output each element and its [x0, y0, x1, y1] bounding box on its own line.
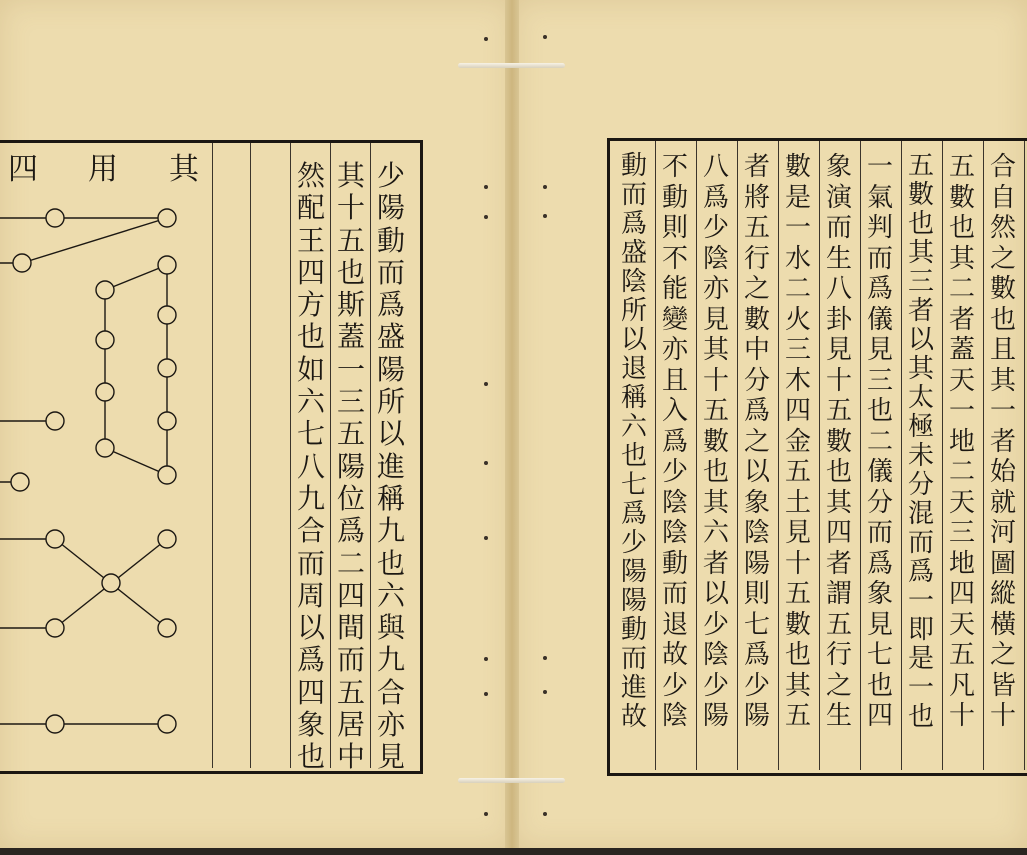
- glyph: 二: [336, 546, 365, 580]
- glyph: 是: [784, 182, 811, 213]
- glyph: 三: [907, 267, 934, 297]
- glyph: 其: [702, 487, 729, 518]
- glyph: 者: [907, 296, 934, 326]
- text-column: [333, 160, 369, 774]
- glyph: 極: [907, 412, 934, 442]
- column-rule: [212, 143, 213, 768]
- glyph: 而: [907, 528, 934, 558]
- glyph: 陽: [743, 548, 770, 579]
- glyph: 象: [866, 579, 893, 609]
- glyph: 也: [784, 640, 811, 670]
- glyph: 數: [989, 274, 1016, 304]
- glyph: 進: [376, 449, 405, 483]
- column-rule: [860, 141, 861, 770]
- glyph: 陰: [661, 518, 688, 548]
- text-column: [987, 152, 1019, 732]
- binding-hole: [484, 37, 488, 41]
- glyph: 陰: [743, 518, 770, 548]
- column-rule: [330, 143, 331, 768]
- glyph: 且: [989, 335, 1016, 365]
- glyph: 也: [825, 457, 852, 487]
- glyph: 九: [376, 514, 405, 548]
- glyph: 數: [825, 426, 852, 457]
- glyph: 陰: [620, 267, 647, 297]
- glyph: 動: [661, 182, 688, 213]
- glyph: 四: [866, 701, 893, 731]
- glyph: 也: [866, 396, 893, 426]
- column-rule: [737, 141, 738, 770]
- glyph: 少: [620, 528, 647, 558]
- glyph: 間: [336, 611, 365, 645]
- glyph: 自: [989, 182, 1016, 213]
- glyph: 混: [907, 499, 934, 529]
- column-rule: [983, 141, 984, 770]
- glyph: 少: [661, 457, 688, 487]
- glyph: 而: [866, 243, 893, 274]
- glyph: 天: [948, 609, 975, 640]
- text-column: [823, 152, 855, 732]
- glyph: 就: [989, 487, 1016, 518]
- glyph: 也: [866, 670, 893, 701]
- glyph: 變: [661, 304, 688, 335]
- glyph: 象: [296, 708, 325, 742]
- glyph: 分: [907, 470, 934, 500]
- glyph: 謂: [825, 579, 852, 609]
- glyph: 五: [784, 457, 811, 487]
- glyph: 五: [336, 417, 365, 451]
- glyph: 五: [336, 223, 365, 257]
- column-rule: [655, 141, 656, 770]
- column-rule: [696, 141, 697, 770]
- glyph: 數: [784, 609, 811, 640]
- glyph: 其: [948, 243, 975, 274]
- glyph: 者: [989, 426, 1016, 457]
- glyph: 一: [907, 673, 934, 703]
- glyph: 而: [376, 255, 405, 289]
- glyph: 之: [989, 243, 1016, 274]
- glyph: 陰: [661, 487, 688, 518]
- glyph: 與: [376, 611, 405, 645]
- glyph: 四: [784, 396, 811, 426]
- book-gutter: [505, 0, 519, 848]
- glyph: 蓋: [948, 335, 975, 365]
- glyph: 氣: [866, 182, 893, 213]
- glyph: 陽: [702, 701, 729, 731]
- glyph: 象: [825, 152, 852, 182]
- glyph: 二: [948, 274, 975, 304]
- glyph: 不: [661, 152, 688, 182]
- glyph: 八: [296, 449, 325, 483]
- glyph: 六: [620, 412, 647, 442]
- binding-hole: [484, 692, 488, 696]
- column-rule: [250, 143, 251, 768]
- glyph: 一: [907, 586, 934, 616]
- glyph: 少: [702, 670, 729, 701]
- glyph: 其: [784, 670, 811, 701]
- glyph: 數: [948, 182, 975, 213]
- glyph: 之: [989, 640, 1016, 670]
- column-rule: [901, 141, 902, 770]
- glyph: 也: [620, 441, 647, 471]
- binding-hole: [484, 382, 488, 386]
- glyph: 爲: [907, 557, 934, 587]
- glyph: 象: [743, 487, 770, 518]
- glyph: 也: [336, 255, 365, 289]
- glyph: 木: [784, 365, 811, 396]
- glyph: 數: [907, 180, 934, 210]
- glyph: 卦: [825, 304, 852, 335]
- text-column: [864, 152, 896, 732]
- glyph: 五: [784, 579, 811, 609]
- binding-hole: [543, 690, 547, 694]
- glyph: 者: [743, 152, 770, 182]
- glyph: 者: [948, 304, 975, 335]
- glyph: 少: [702, 609, 729, 640]
- glyph: 其: [989, 365, 1016, 396]
- glyph: 而: [620, 644, 647, 674]
- glyph: 動: [661, 548, 688, 579]
- glyph: 王: [296, 223, 325, 257]
- glyph: 中: [336, 740, 365, 774]
- glyph: 將: [743, 182, 770, 213]
- glyph: 生: [825, 701, 852, 731]
- glyph: 水: [784, 243, 811, 274]
- glyph: 皆: [989, 670, 1016, 701]
- glyph: 而: [825, 213, 852, 243]
- glyph: 以: [743, 457, 770, 487]
- glyph: 一: [989, 396, 1016, 426]
- glyph: 之: [825, 670, 852, 701]
- title-char-3: 四: [8, 152, 38, 187]
- glyph: 爲: [743, 396, 770, 426]
- glyph: 其: [336, 159, 365, 192]
- glyph: 四: [948, 579, 975, 609]
- glyph: 而: [336, 643, 365, 677]
- glyph: 動: [376, 223, 405, 257]
- glyph: 見: [784, 518, 811, 548]
- glyph: 二: [784, 274, 811, 304]
- glyph: 者: [702, 548, 729, 579]
- glyph: 入: [661, 396, 688, 426]
- glyph: 爲: [702, 182, 729, 213]
- glyph: 盛: [620, 238, 647, 268]
- glyph: 數: [702, 426, 729, 457]
- glyph: 亦: [376, 708, 405, 742]
- glyph: 合: [296, 514, 325, 548]
- glyph: 如: [296, 352, 325, 386]
- glyph: 數: [743, 304, 770, 335]
- glyph: 陽: [743, 701, 770, 731]
- glyph: 五: [948, 640, 975, 670]
- glyph: 爲: [376, 288, 405, 322]
- binding-hole: [484, 657, 488, 661]
- glyph: 六: [296, 385, 325, 419]
- glyph: 爲: [866, 274, 893, 304]
- text-column: [618, 152, 650, 732]
- column-rule: [370, 143, 371, 768]
- column-rule: [942, 141, 943, 770]
- glyph: 而: [661, 579, 688, 609]
- glyph: 圖: [989, 548, 1016, 579]
- glyph: 而: [296, 546, 325, 580]
- text-column: [741, 152, 773, 732]
- glyph: 橫: [989, 609, 1016, 640]
- glyph: 三: [336, 385, 365, 419]
- glyph: 之: [743, 274, 770, 304]
- glyph: 見: [866, 335, 893, 365]
- glyph: 陽: [336, 449, 365, 483]
- glyph: 爲: [661, 426, 688, 457]
- glyph: 見: [866, 609, 893, 640]
- glyph: 少: [743, 670, 770, 701]
- column-rule: [290, 143, 291, 768]
- glyph: 三: [866, 365, 893, 396]
- glyph: 其: [907, 238, 934, 268]
- glyph: 陽: [376, 352, 405, 386]
- glyph: 陽: [620, 557, 647, 587]
- glyph: 退: [620, 354, 647, 384]
- glyph: 故: [620, 702, 647, 732]
- binding-hole: [484, 536, 488, 540]
- glyph: 稱: [620, 383, 647, 413]
- glyph: 以: [296, 611, 325, 645]
- glyph: 四: [336, 578, 365, 612]
- glyph: 不: [661, 243, 688, 274]
- glyph: 以: [376, 417, 405, 451]
- glyph: 爲: [743, 640, 770, 670]
- glyph: 七: [866, 640, 893, 670]
- binding-thread-bottom: [458, 778, 565, 783]
- glyph: 合: [989, 152, 1016, 182]
- glyph: 八: [702, 152, 729, 182]
- glyph: 其: [702, 335, 729, 365]
- glyph: 九: [376, 643, 405, 677]
- glyph: 者: [825, 548, 852, 579]
- glyph: 以: [620, 325, 647, 355]
- glyph: 天: [948, 365, 975, 396]
- glyph: 退: [661, 609, 688, 640]
- glyph: 天: [948, 487, 975, 518]
- glyph: 爲: [336, 514, 365, 548]
- binding-hole: [484, 461, 488, 465]
- glyph: 陰: [702, 640, 729, 670]
- glyph: 二: [866, 426, 893, 457]
- glyph: 演: [825, 182, 852, 213]
- glyph: 動: [620, 615, 647, 645]
- glyph: 以: [702, 579, 729, 609]
- glyph: 所: [620, 296, 647, 326]
- glyph: 行: [743, 243, 770, 274]
- glyph: 是: [907, 644, 934, 674]
- glyph: 三: [784, 335, 811, 365]
- glyph: 七: [620, 470, 647, 500]
- glyph: 五: [336, 675, 365, 709]
- glyph: 六: [702, 518, 729, 548]
- glyph: 中: [743, 335, 770, 365]
- glyph: 土: [784, 487, 811, 518]
- glyph: 未: [907, 441, 934, 471]
- glyph: 則: [661, 213, 688, 243]
- glyph: 所: [376, 385, 405, 419]
- glyph: 儀: [866, 304, 893, 335]
- glyph: 四: [296, 255, 325, 289]
- glyph: 一: [784, 213, 811, 243]
- glyph: 其: [825, 487, 852, 518]
- text-column: [659, 152, 691, 732]
- glyph: 金: [784, 426, 811, 457]
- glyph: 火: [784, 304, 811, 335]
- glyph: 儀: [866, 457, 893, 487]
- glyph: 也: [907, 209, 934, 239]
- glyph: 十: [948, 701, 975, 731]
- glyph: 能: [661, 274, 688, 304]
- glyph: 四: [825, 518, 852, 548]
- glyph: 故: [661, 640, 688, 670]
- glyph: 稱: [376, 481, 405, 515]
- glyph: 三: [948, 518, 975, 548]
- glyph: 也: [296, 740, 325, 774]
- glyph: 也: [989, 304, 1016, 335]
- text-column: [373, 160, 409, 774]
- binding-hole: [484, 215, 488, 219]
- glyph: 亦: [702, 274, 729, 304]
- glyph: 也: [702, 457, 729, 487]
- column-rule: [819, 141, 820, 770]
- glyph: 五: [784, 701, 811, 731]
- text-column: [782, 152, 814, 732]
- column-rule: [778, 141, 779, 770]
- binding-hole: [543, 812, 547, 816]
- binding-hole: [543, 656, 547, 660]
- glyph: 凡: [948, 670, 975, 701]
- glyph: 地: [948, 426, 975, 457]
- glyph: 五: [825, 609, 852, 640]
- glyph: 數: [784, 152, 811, 182]
- glyph: 見: [825, 335, 852, 365]
- glyph: 九: [296, 481, 325, 515]
- column-rule: [1024, 141, 1025, 770]
- glyph: 少: [661, 670, 688, 701]
- glyph: 爲: [866, 548, 893, 579]
- glyph: 周: [296, 578, 325, 612]
- glyph: 動: [620, 151, 647, 181]
- glyph: 太: [907, 383, 934, 413]
- glyph: 亦: [661, 335, 688, 365]
- binding-thread-top: [458, 63, 565, 68]
- glyph: 十: [825, 365, 852, 396]
- glyph: 五: [907, 151, 934, 181]
- glyph: 見: [702, 304, 729, 335]
- glyph: 五: [743, 213, 770, 243]
- glyph: 一: [866, 152, 893, 182]
- glyph: 分: [743, 365, 770, 396]
- glyph: 居: [336, 708, 365, 742]
- glyph: 進: [620, 673, 647, 703]
- glyph: 然: [989, 213, 1016, 243]
- binding-hole: [543, 214, 547, 218]
- text-column: [293, 160, 329, 774]
- text-column: [905, 152, 937, 732]
- glyph: 配: [296, 191, 325, 225]
- glyph: 生: [825, 243, 852, 274]
- glyph: 分: [866, 487, 893, 518]
- glyph: 五: [825, 396, 852, 426]
- glyph: 河: [989, 518, 1016, 548]
- glyph: 即: [907, 615, 934, 645]
- glyph: 而: [620, 180, 647, 210]
- glyph: 以: [907, 325, 934, 355]
- glyph: 也: [948, 213, 975, 243]
- glyph: 也: [376, 546, 405, 580]
- binding-hole: [484, 185, 488, 189]
- glyph: 也: [296, 320, 325, 354]
- binding-hole: [484, 812, 488, 816]
- glyph: 十: [336, 191, 365, 225]
- glyph: 之: [743, 426, 770, 457]
- title-char-2: 用: [88, 152, 118, 187]
- glyph: 十: [989, 701, 1016, 731]
- binding-hole: [543, 35, 547, 39]
- glyph: 一: [948, 396, 975, 426]
- glyph: 陰: [702, 243, 729, 274]
- glyph: 十: [784, 548, 811, 579]
- glyph: 縱: [989, 579, 1016, 609]
- glyph: 少: [702, 213, 729, 243]
- glyph: 十: [702, 365, 729, 396]
- glyph: 斯: [336, 288, 365, 322]
- glyph: 爲: [620, 209, 647, 239]
- glyph: 然: [296, 159, 325, 192]
- glyph: 始: [989, 457, 1016, 487]
- glyph: 爲: [620, 499, 647, 529]
- glyph: 爲: [296, 643, 325, 677]
- glyph: 陽: [620, 586, 647, 616]
- four-uses-diagram: [0, 190, 200, 750]
- glyph: 判: [866, 213, 893, 243]
- glyph: 也: [907, 702, 934, 732]
- title-char-1: 其: [169, 152, 199, 187]
- glyph: 見: [376, 740, 405, 774]
- glyph: 陽: [376, 191, 405, 225]
- glyph: 且: [661, 365, 688, 396]
- glyph: 而: [866, 518, 893, 548]
- glyph: 盛: [376, 320, 405, 354]
- glyph: 八: [825, 274, 852, 304]
- glyph: 則: [743, 579, 770, 609]
- glyph: 位: [336, 481, 365, 515]
- glyph: 合: [376, 675, 405, 709]
- glyph: 方: [296, 288, 325, 322]
- glyph: 地: [948, 548, 975, 579]
- glyph: 七: [743, 609, 770, 640]
- glyph: 二: [948, 457, 975, 487]
- glyph: 七: [296, 417, 325, 451]
- glyph: 其: [907, 354, 934, 384]
- glyph: 五: [702, 396, 729, 426]
- glyph: 五: [948, 152, 975, 182]
- glyph: 少: [376, 159, 405, 192]
- glyph: 一: [336, 352, 365, 386]
- glyph: 陰: [661, 701, 688, 731]
- text-column: [946, 152, 978, 732]
- text-column: [700, 152, 732, 732]
- glyph: 行: [825, 640, 852, 670]
- binding-hole: [543, 185, 547, 189]
- glyph: 蓋: [336, 320, 365, 354]
- glyph: 四: [296, 675, 325, 709]
- glyph: 六: [376, 578, 405, 612]
